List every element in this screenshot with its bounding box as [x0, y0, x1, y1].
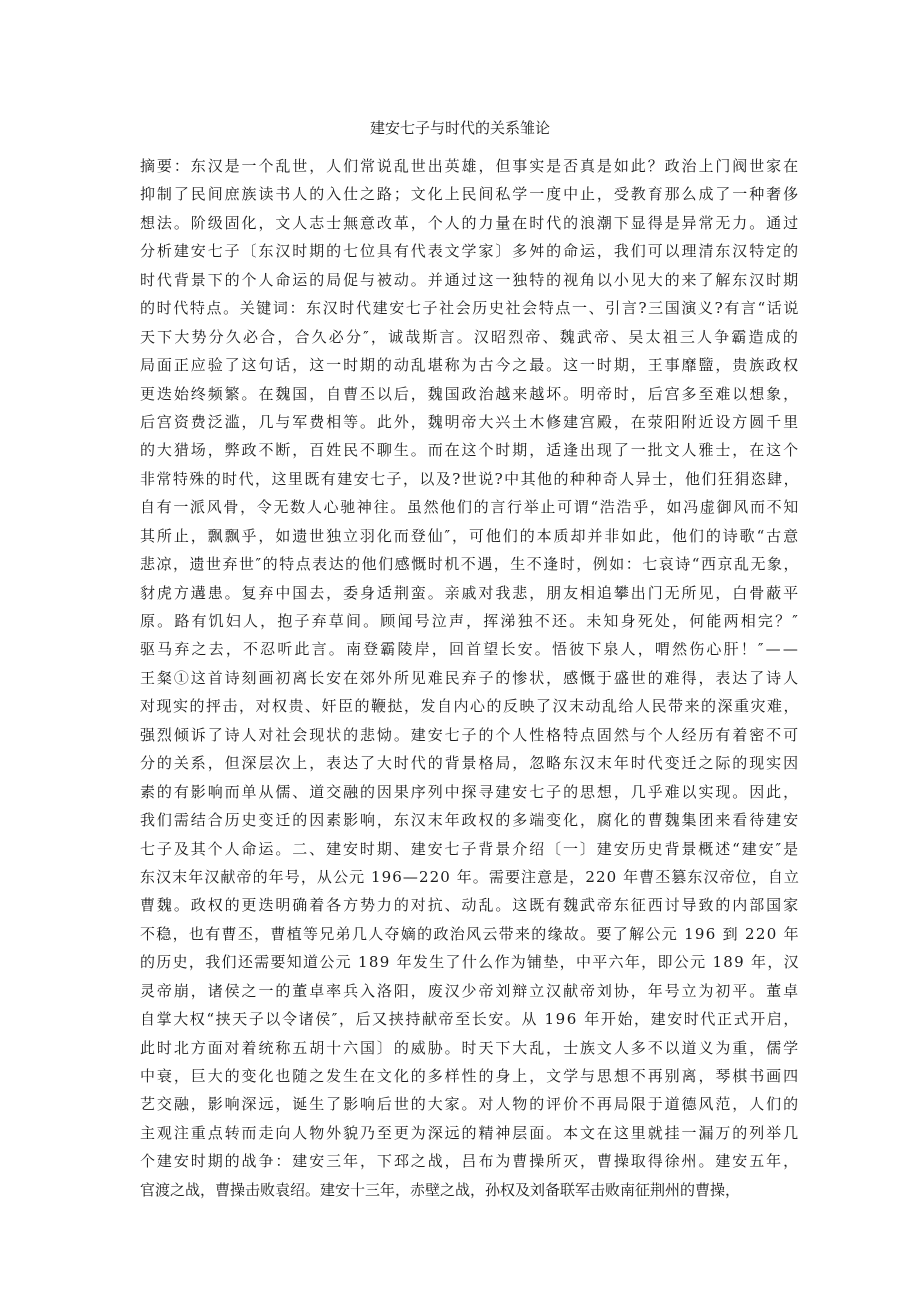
- body-text-line: 曹魏。政权的更迭明确着各方势力的对抗、动乱。这既有魏武帝东征西讨导致的内部国家: [140, 896, 800, 915]
- body-text-line: 强烈倾诉了诗人对社会现状的悲恸。建安七子的个人性格特点固然与个人经历有着密不可: [140, 725, 800, 744]
- body-text-line: 自有一派风骨，令无数人心驰神往。虽然他们的言行举止可谓“浩浩乎，如冯虚御风而不知: [140, 498, 800, 517]
- body-text-line: 不稳，也有曹丕，曹植等兄弟几人夺嫡的政治风云带来的缘故。要了解公元 196 到 220 年: [140, 924, 800, 943]
- document-title: 建安七子与时代的关系雏论: [369, 119, 550, 137]
- body-text-line: 对现实的抨击，对权贵、奸臣的鞭挞，发自内心的反映了汉末动乱给人民带来的深重灾难，: [140, 697, 800, 716]
- body-text-line: 分析建安七子〔东汉时期的七位具有代表文学家〕多舛的命运，我们可以理清东汉特定的: [140, 242, 800, 261]
- body-text-line: 原。路有饥妇人，抱子弃草间。顾闻号泣声，挥涕独不还。未知身死处，何能两相完？″: [140, 612, 800, 630]
- body-text-line: 悲凉，遗世弃世″的特点表达的他们感慨时机不遇，生不逢时，例如：七哀诗“西京乱无象，: [140, 555, 800, 574]
- body-text-line: 我们需结合历史变迁的因素影响，东汉末年政权的多端变化，腐化的曹魏集团来看待建安: [140, 811, 800, 830]
- body-text-line: 后宫资费泛滥，几与军费相等。此外，魏明帝大兴土木修建宫殿，在荥阳附近设方圆千里: [140, 412, 800, 431]
- body-text-line: 个建安时期的战争：建安三年，下邳之战，吕布为曹操所灭，曹操取得徐州。建安五年，: [140, 1152, 800, 1171]
- body-text-line: 天下大势分久必合，合久必分″，诚哉斯言。汉昭烈帝、魏武帝、吴太祖三人争霸造成的: [140, 327, 800, 346]
- body-text-line: 更迭始终频繁。在魏国，自曹丕以后，魏国政治越来越坏。明帝时，后宫多至难以想象，: [140, 384, 800, 403]
- body-text-line: 中衰，巨大的变化也随之发生在文化的多样性的身上，文学与思想不再别离，琴棋书画四: [140, 1067, 800, 1085]
- body-text-line: 东汉末年汉献帝的年号，从公元 196—220 年。需要注意是，220 年曹丕篡东汉帝位，自立: [140, 867, 800, 886]
- document-body: [140, 152, 800, 1204]
- body-text-line: 官渡之战，曹操击败袁绍。建安十三年，赤壁之战，孙权及刘备联军击败南征荆州的曹操，: [140, 1180, 741, 1199]
- body-text-line: 主观注重点转而走向人物外貌乃至更为深远的精神层面。本文在这里就挂一漏万的列举几: [140, 1123, 800, 1142]
- body-text-line: 的大猎场，弊政不断，百姓民不聊生。而在这个时期，适逢出现了一批文人雅士，在这个: [140, 441, 800, 460]
- body-text-line: 的时代特点。关键词：东汉时代建安七子社会历史社会特点一、引言?三国演义?有言“话说: [140, 299, 800, 318]
- body-text-line: 自掌大权“挟天子以令诸侯″，后又挟持献帝至长安。从 196 年开始，建安时代正式开启，: [140, 1010, 800, 1029]
- body-text-line: 抑制了民间庶族读书人的入仕之路；文化上民间私学一度中止，受教育那么成了一种奢侈: [140, 185, 800, 204]
- body-text-line: 驱马弃之去，不忍听此言。南登霸陵岸，回首望长安。悟彼下泉人，喟然伤心肝！″——: [140, 640, 800, 659]
- body-text-line: 分的关系，但深层次上，表达了大时代的背景格局，忽略东汉末年时代变迁之际的现实因: [140, 754, 800, 773]
- body-text-line: 素的有影响而单从儒、道交融的因果序列中探寻建安七子的思想，几乎难以实现。因此，: [140, 782, 800, 801]
- body-text-line: 想法。阶级固化，文人志士無意改革，个人的力量在时代的浪潮下显得是异常无力。通过: [140, 213, 800, 232]
- body-text-line: 其所止，飘飘乎，如遗世独立羽化而登仙″，可他们的本质却并非如此，他们的诗歌“古意: [140, 526, 800, 545]
- body-text-line: 艺交融，影响深远，诞生了影响后世的大家。对人物的评价不再局限于道德风范，人们的: [140, 1095, 800, 1114]
- body-text-line: 局面正应验了这句话，这一时期的动乱堪称为古今之最。这一时期，王事靡盬，贵族政权: [140, 356, 800, 375]
- body-text-line: 此时北方面对着统称五胡十六国〕的威胁。时天下大乱，士族文人多不以道义为重，儒学: [140, 1038, 800, 1057]
- body-text-line: 非常特殊的时代，这里既有建安七子，以及?世说?中其他的种种奇人异士，他们狂狷恣肆，: [140, 469, 800, 488]
- body-text-line: 七子及其个人命运。二、建安时期、建安七子背景介绍〔一〕建安历史背景概述“建安″是: [140, 839, 800, 858]
- body-text-line: 的历史，我们还需要知道公元 189 年发生了什么作为铺垫，中平六年，即公元 189 年，汉: [140, 953, 800, 972]
- body-text-line: 王粲①这首诗刻画初离长安在郊外所见难民弃子的惨状，感慨于盛世的难得，表达了诗人: [140, 668, 800, 687]
- body-text-line: 灵帝崩，诸侯之一的董卓率兵入洛阳，废汉少帝刘辩立汉献帝刘协，年号立为初平。董卓: [140, 981, 800, 1000]
- body-text-line: 时代背景下的个人命运的局促与被动。并通过这一独特的视角以小见大的来了解东汉时期: [140, 270, 800, 289]
- body-text-line: 摘要：东汉是一个乱世，人们常说乱世出英雄，但事实是否真是如此？政治上门阀世家在: [140, 157, 800, 175]
- body-text-line: 豺虎方遘患。复弃中国去，委身适荆蛮。亲戚对我悲，朋友相追攀出门无所见，白骨蔽平: [140, 583, 800, 602]
